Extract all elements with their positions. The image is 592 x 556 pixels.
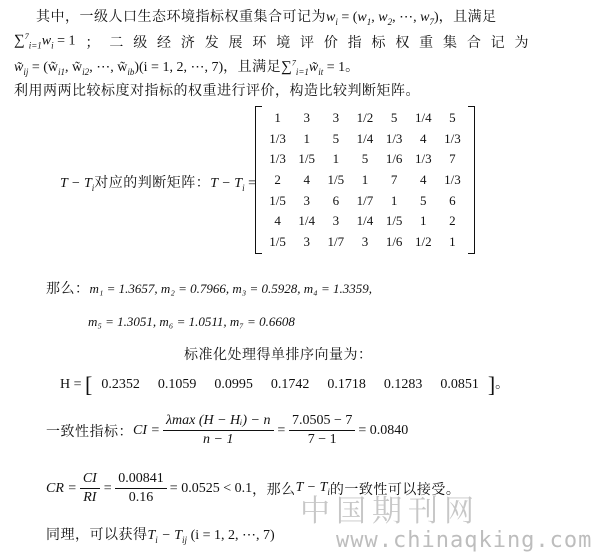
matrix-cell: 1/2 bbox=[414, 233, 432, 249]
compare-text: 利用两两比较标度对指标的权重进行评价，构造比较判断矩阵。 bbox=[14, 83, 420, 99]
matrix-grid bbox=[263, 108, 467, 252]
matrix-cell: 1/5 bbox=[327, 171, 345, 187]
matrix-label-text: 对应的判断矩阵： bbox=[94, 175, 211, 191]
matrix-cell: 1/7 bbox=[356, 192, 374, 208]
h-value-2: 0.1059 bbox=[157, 377, 197, 393]
matrix-right-bracket bbox=[468, 106, 475, 254]
matrix-cell: 2 bbox=[449, 213, 456, 229]
matrix-cell: 3 bbox=[332, 110, 340, 126]
similarly-text: 同理，可以获得 bbox=[46, 527, 148, 543]
sum-constraint-formula-2: $\sum^7_{i=1}w̃_{it} = 1$ bbox=[281, 58, 346, 77]
matrix-cell: 1/3 bbox=[414, 151, 432, 167]
ci-symbol: CI = bbox=[133, 422, 160, 438]
paragraph-line-4 bbox=[14, 80, 420, 100]
cr-result: = 0.0525 < 0.1 bbox=[169, 480, 253, 496]
matrix-cell: 1/5 bbox=[298, 151, 316, 167]
h-value-3: 0.0995 bbox=[214, 377, 253, 393]
watermark-cn: 中国期刊网 bbox=[300, 494, 480, 529]
matrix-cell: 3 bbox=[332, 213, 340, 229]
h-value-6: 0.1283 bbox=[383, 377, 423, 393]
h-value-7: 0.0851 bbox=[440, 377, 479, 393]
paragraph-line-1 bbox=[36, 6, 497, 27]
t-minus-ti-rhs: $T - T_i$ = bbox=[210, 176, 256, 193]
normalization-title-text: 标准化处理得单排序向量为： bbox=[184, 347, 373, 363]
matrix-cell: 1/7 bbox=[327, 233, 345, 249]
matrix-cell: 1 bbox=[332, 151, 340, 167]
matrix-cell: 1 bbox=[449, 233, 456, 249]
m-values-1: m₁ = 1.3657, m₂ = 0.7966, m₃ = 0.5928, m₄ = 1.3359, bbox=[89, 281, 372, 296]
w-tilde-formula: $w̃_{ij}$ = ($w̃_{i1}$, $w̃_{i2}$, ⋯, $w̃_{ib})(i = 1$, 2, ⋯, 7) bbox=[14, 60, 224, 77]
h-left-bracket: [ bbox=[85, 372, 93, 397]
matrix-cell: 1/5 bbox=[269, 192, 286, 208]
paragraph-line-3 bbox=[14, 56, 360, 77]
h-value-5: 0.1718 bbox=[327, 377, 366, 393]
h-vector bbox=[60, 372, 510, 398]
normalization-title bbox=[184, 344, 373, 364]
paragraph-line-2 bbox=[14, 32, 529, 52]
matrix-cell: 4 bbox=[420, 171, 427, 187]
matrix-cell: 1/4 bbox=[356, 130, 374, 146]
matrix-cell: 6 bbox=[332, 192, 340, 208]
m-values-line-2 bbox=[88, 314, 295, 330]
cr-numerator-1: CI bbox=[80, 470, 100, 489]
ci-result: = 0.0840 bbox=[358, 422, 409, 438]
matrix-cell: 1/3 bbox=[444, 130, 461, 146]
last-line bbox=[46, 524, 275, 545]
period: 。 bbox=[345, 59, 360, 75]
ci-numerator-1: λmax (H − Hᵢ) − n bbox=[163, 412, 274, 431]
matrix-cell: 3 bbox=[303, 192, 310, 208]
matrix-cell: 1/6 bbox=[385, 233, 403, 249]
matrix-cell: 1/4 bbox=[414, 110, 432, 126]
matrix-cell: 1/4 bbox=[298, 213, 316, 229]
matrix-cell: 1/4 bbox=[356, 213, 374, 229]
cr-denominator-2: 0.16 bbox=[128, 490, 154, 505]
matrix-cell: 2 bbox=[274, 171, 281, 187]
ci-denominator-1: n − 1 bbox=[203, 432, 234, 447]
h-value-1: 0.2352 bbox=[101, 377, 140, 393]
ci-label: 一致性指标： bbox=[46, 423, 133, 440]
matrix-cell: 1 bbox=[274, 110, 281, 126]
satisfy-text-2: ，且满足 bbox=[223, 59, 282, 75]
then-label: 那么： bbox=[46, 281, 90, 297]
last-formula: $T_i - T_{ij}$ (i = 1, 2, ⋯, 7) bbox=[147, 528, 275, 545]
judgment-matrix bbox=[255, 106, 475, 254]
matrix-cell: 3 bbox=[303, 110, 310, 126]
m-values-line-1 bbox=[46, 278, 372, 298]
matrix-cell: 4 bbox=[274, 213, 281, 229]
ci-fraction-1 bbox=[163, 412, 274, 449]
sum-constraint-formula: $\sum^7_{i=1}w_i = 1$ bbox=[14, 32, 76, 51]
matrix-cell: 6 bbox=[449, 192, 456, 208]
t-minus-ti-label: $T - T_i$ bbox=[60, 176, 95, 193]
matrix-cell: 1 bbox=[361, 171, 369, 187]
matrix-cell: 3 bbox=[361, 233, 369, 249]
cr-symbol: CR = bbox=[46, 480, 77, 496]
w-set-formula: $w_i = (w_1$, $w_2$, ⋯, $w_7$) bbox=[326, 10, 439, 27]
h-period: 。 bbox=[495, 376, 510, 393]
matrix-cell: 1 bbox=[420, 213, 427, 229]
matrix-cell: 3 bbox=[303, 233, 310, 249]
m-values-2: m₅ = 1.3051, m₆ = 1.0511, m₇ = 0.6608 bbox=[88, 314, 295, 329]
matrix-cell: 1 bbox=[390, 192, 398, 208]
matrix-cell: 4 bbox=[420, 130, 427, 146]
matrix-cell: 5 bbox=[361, 151, 369, 167]
matrix-cell: 1/5 bbox=[385, 213, 403, 229]
cr-tt: $T - T_i$ bbox=[295, 480, 330, 497]
matrix-cell: 5 bbox=[390, 110, 398, 126]
cr-acceptable-text: 的一致性可以接受。 bbox=[329, 481, 461, 498]
matrix-cell: 7 bbox=[449, 151, 456, 167]
matrix-cell: 1/5 bbox=[269, 233, 286, 249]
h-value-4: 0.1742 bbox=[270, 377, 310, 393]
matrix-cell: 5 bbox=[449, 110, 456, 126]
matrix-cell: 1 bbox=[303, 130, 310, 146]
second-level-text: ；二级经济发展环境评价指标权重集合记为 bbox=[85, 35, 529, 51]
ci-line bbox=[46, 412, 408, 449]
matrix-cell: 7 bbox=[390, 171, 398, 187]
matrix-cell: 1/3 bbox=[269, 130, 286, 146]
matrix-cell: 1/3 bbox=[385, 130, 403, 146]
cr-numerator-2: 0.00841 bbox=[115, 470, 167, 489]
matrix-cell: 5 bbox=[420, 192, 427, 208]
matrix-cell: 5 bbox=[332, 130, 340, 146]
matrix-cell: 4 bbox=[303, 171, 310, 187]
ci-fraction-2 bbox=[289, 412, 355, 449]
matrix-cell: 1/6 bbox=[385, 151, 403, 167]
intro-text: 其中，一级人口生态环境指标权重集合可记为 bbox=[36, 9, 326, 25]
matrix-cell: 1/3 bbox=[269, 151, 286, 167]
h-right-bracket: ] bbox=[487, 372, 496, 397]
matrix-cell: 1/3 bbox=[444, 171, 461, 187]
cr-fraction-2 bbox=[115, 470, 167, 507]
matrix-label bbox=[60, 172, 256, 193]
ci-denominator-2: 7 − 1 bbox=[307, 432, 337, 447]
watermark-url: www.chinaqking.com bbox=[336, 528, 592, 553]
matrix-left-bracket bbox=[255, 106, 262, 254]
satisfy-text: ，且满足 bbox=[438, 9, 497, 25]
ci-numerator-2: 7.0505 − 7 bbox=[289, 412, 355, 431]
cr-denominator-1: RI bbox=[83, 490, 97, 505]
cr-then-text: ，那么 bbox=[252, 481, 296, 498]
h-vector-lhs: H = bbox=[60, 377, 86, 393]
ci-equals: = bbox=[276, 422, 286, 438]
cr-equals: = bbox=[102, 480, 113, 496]
matrix-cell: 1/2 bbox=[356, 110, 374, 126]
cr-fraction-1 bbox=[80, 470, 100, 507]
